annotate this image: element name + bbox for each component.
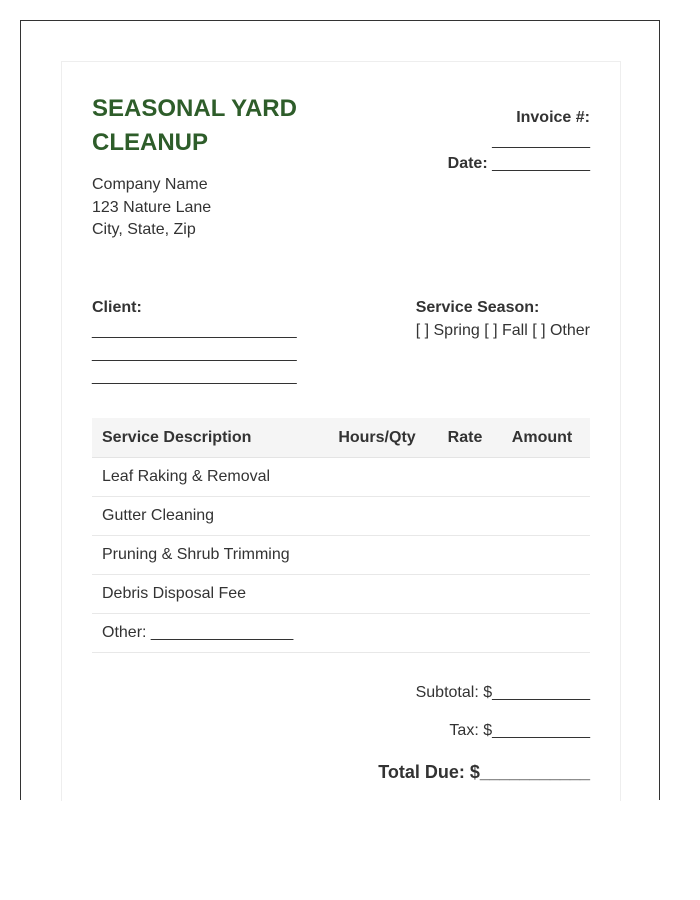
- invoice-number-field[interactable]: ___________: [492, 132, 590, 149]
- company-address: 123 Nature Lane: [92, 198, 212, 216]
- amount-cell[interactable]: [494, 614, 590, 653]
- date-label: Date:: [447, 155, 488, 172]
- invoice-number-label: Invoice #:: [516, 109, 590, 126]
- total-due-field[interactable]: Total Due: $___________: [378, 762, 590, 782]
- table-row: [92, 575, 590, 614]
- column-header-rate: Rate: [436, 418, 494, 458]
- amount-cell[interactable]: [494, 575, 590, 614]
- company-info: [92, 174, 211, 242]
- date-field[interactable]: ___________: [492, 155, 590, 172]
- service-description: Gutter Cleaning: [92, 497, 318, 536]
- company-city: City, State, Zip: [92, 221, 196, 238]
- service-season-section: [416, 297, 590, 343]
- date-row: [448, 153, 590, 175]
- rate-cell[interactable]: [436, 536, 494, 575]
- totals-section: [378, 682, 590, 785]
- table-row: [92, 458, 590, 497]
- table-row: [92, 497, 590, 536]
- service-description: Pruning & Shrub Trimming: [92, 536, 318, 575]
- tax-field[interactable]: Tax: $___________: [449, 722, 590, 739]
- service-description: Leaf Raking & Removal: [92, 458, 318, 497]
- rate-cell[interactable]: [436, 458, 494, 497]
- amount-cell[interactable]: [494, 497, 590, 536]
- service-description-other[interactable]: Other: ________________: [92, 614, 318, 653]
- client-line-3[interactable]: _______________________: [92, 368, 297, 385]
- table-header-row: [92, 418, 590, 458]
- invoice-title: SEASONAL YARD CLEANUP: [92, 95, 297, 156]
- column-header-amount: Amount: [494, 418, 590, 458]
- hours-qty-cell[interactable]: [318, 458, 436, 497]
- service-season-options[interactable]: [ ] Spring [ ] Fall [ ] Other: [415, 322, 590, 339]
- table-row: [92, 614, 590, 653]
- rate-cell[interactable]: [436, 575, 494, 614]
- table-row: [92, 536, 590, 575]
- column-header-hours-qty: Hours/Qty: [318, 418, 436, 458]
- amount-cell[interactable]: [494, 536, 590, 575]
- hours-qty-cell[interactable]: [318, 536, 436, 575]
- rate-cell[interactable]: [436, 614, 494, 653]
- client-line-2[interactable]: _______________________: [92, 345, 297, 362]
- client-label: Client:: [92, 299, 142, 316]
- service-description: Debris Disposal Fee: [92, 575, 318, 614]
- service-season-label: Service Season:: [415, 299, 540, 316]
- column-header-description: Service Description: [92, 418, 318, 458]
- client-line-1[interactable]: _______________________: [92, 322, 297, 339]
- hours-qty-cell[interactable]: [318, 575, 436, 614]
- client-section: [92, 297, 297, 388]
- subtotal-field[interactable]: Subtotal: $___________: [415, 684, 590, 701]
- amount-cell[interactable]: [494, 458, 590, 497]
- hours-qty-cell[interactable]: [318, 497, 436, 536]
- invoice-meta: [448, 107, 590, 175]
- hours-qty-cell[interactable]: [318, 614, 436, 653]
- company-name: Company Name: [92, 176, 208, 193]
- services-table: [92, 418, 590, 653]
- rate-cell[interactable]: [436, 497, 494, 536]
